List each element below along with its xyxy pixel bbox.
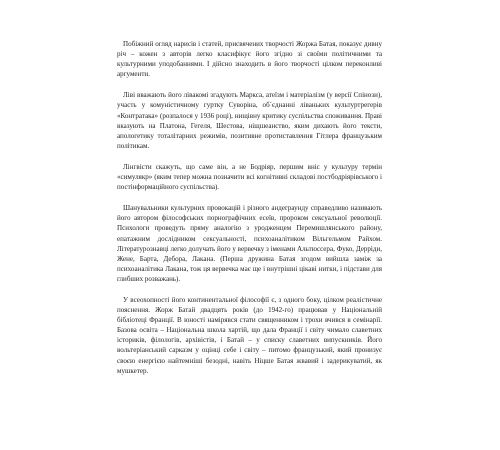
paragraph-biography: У всеохопності його континентальної філософії є, з одного боку, цілком реалістичне пояснення. Жорж Батай двадцять років (до 1942-го) працював у Національній бібліотеці Франції. В юності намірявся стати священником і трохи вчився в семінарії. Базова освіта – Національна школа хартій, що дала Франції і світу чимало славетних істориків, філологів, архівістів, і Батай – у списку славетних випускників. Його вольтеріанський сарказм у оцінці себе і світу – питомо французький, який пронизує своєю енергією найтемніші безодні, навіть Ніцше Батая жвавий і задерикуватий, як мушкетер. xyxy=(117,295,382,375)
paragraph-left-right: Ліві вважають його лівакомі згадують Маркса, атеїзм і матеріалізм (у версії Спінози), участь у комуністичному гуртку Суворіна, об`єднанні ліваньких культуртрегерів «Контратака» (розпалося у 1936 році), нищівну критику суспільства споживання. Праві вказують на Платона, Гегеля, Шестова, ніщшеанство, яким дихають його тексти, апологетику тоталітарних режимів, позитивне протиставлення Гітлера французьким політикам. xyxy=(117,91,382,150)
paragraph-provocations: Шанувальники культурних провокацій і різного андеграунду справедливо називають його автором філософських порнографічних есеїв, пророком сексуальної революції. Психологи проведуть пряму аналогію з уродженцем Перемишлянського району, епатажним дослідником сексуальності, психоаналітиком Вільгельмом Райхом. Літературознавці легко долучать його у вервечку з іменами Альтюссера, Фуко, Дерріди, Жене, Барта, Дебора, Лакана. (Перша дружина Батая згодом вийшла заміж за психоаналітика Лакана, тож ця вервечка має ще і внутрішні цікаві нитки, і підстави для глибших розважань). xyxy=(117,204,382,283)
paragraph-linguists: Лінгвісти скажуть, що саме він, а не Бодріяр, першим вніс у культуру термін «симулякр» (яким тепер можна позначити всі когнітивні складові постбодріярівського і постінформаційного суспільства). xyxy=(117,162,382,192)
paragraph-intro: Побіжний огляд нарисів і статей, присвячених творчості Жоржа Батая, показує дивну річ – кожен з авторів легко класифікує його згідно зі своїми політичними та культурними уподобаннями. І дійсно знаходить в його творчості цілком переконливі аргументи. xyxy=(117,40,382,79)
article-body xyxy=(117,39,382,387)
